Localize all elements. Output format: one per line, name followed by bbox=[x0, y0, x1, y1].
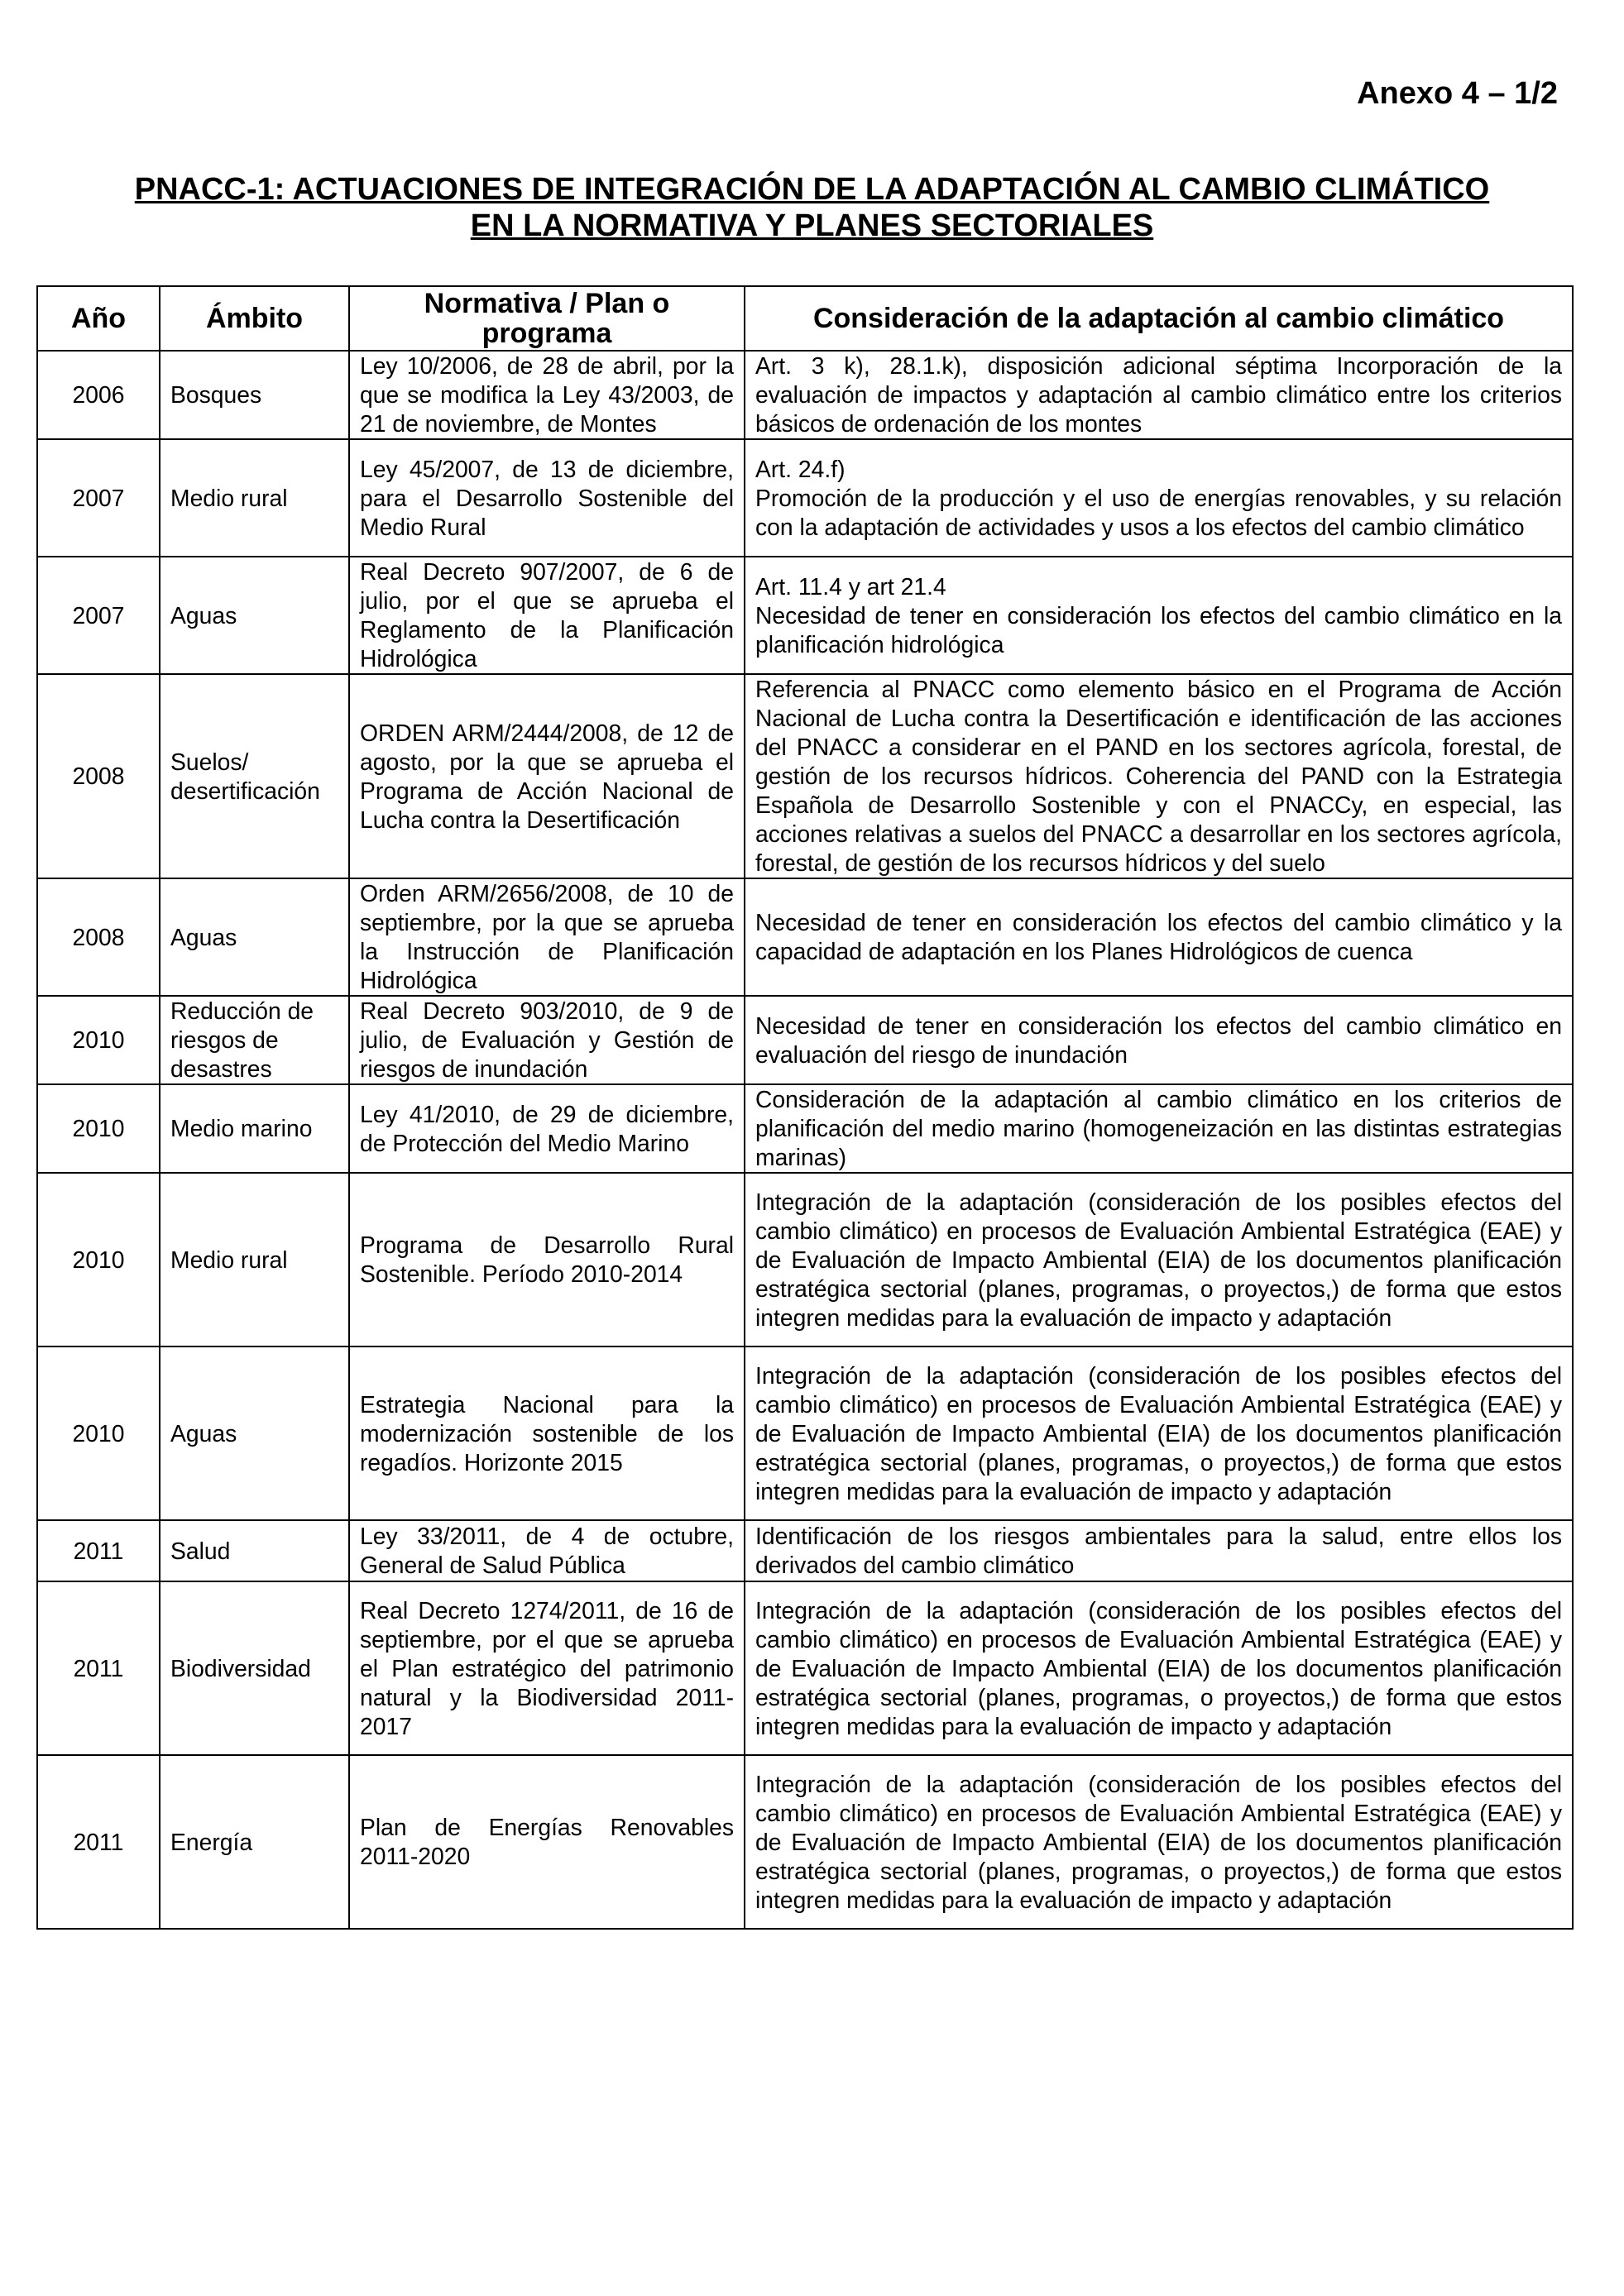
table-row bbox=[37, 557, 1573, 674]
year-cell: 2007 bbox=[37, 557, 160, 674]
consideration-cell: Consideración de la adaptación al cambio climático en los criterios de planificación del medio marino (homogeneización en las distintas estrategias marinas) bbox=[745, 1084, 1573, 1173]
norm-cell: Ley 33/2011, de 4 de octubre, General de Salud Pública bbox=[349, 1520, 745, 1581]
table-row bbox=[37, 1581, 1573, 1755]
table-row bbox=[37, 1520, 1573, 1581]
year-cell: 2008 bbox=[37, 878, 160, 996]
table-row bbox=[37, 1173, 1573, 1347]
area-cell: Medio rural bbox=[160, 439, 349, 557]
consideration-cell bbox=[745, 557, 1573, 674]
area-cell: Medio rural bbox=[160, 1173, 349, 1347]
consideration-cell: Necesidad de tener en consideración los efectos del cambio climático en evaluación del riesgo de inundación bbox=[745, 996, 1573, 1084]
norm-cell: Plan de Energías Renovables 2011-2020 bbox=[349, 1755, 745, 1929]
consideration-article: Art. 11.4 y art 21.4 bbox=[755, 572, 946, 600]
table-row bbox=[37, 878, 1573, 996]
column-header-area: Ámbito bbox=[160, 286, 349, 351]
norm-cell: Real Decreto 1274/2011, de 16 de septiembre, por el que se aprueba el Plan estratégico del patrimonio natural y la Biodiversidad 2011-2017 bbox=[349, 1581, 745, 1755]
norm-cell: Real Decreto 907/2007, de 6 de julio, por el que se aprueba el Reglamento de la Planificación Hidrológica bbox=[349, 557, 745, 674]
column-header-norm: Normativa / Plan o programa bbox=[349, 286, 745, 351]
area-cell: Aguas bbox=[160, 1347, 349, 1520]
column-header-consideration: Consideración de la adaptación al cambio climático bbox=[745, 286, 1573, 351]
consideration-text: Promoción de la producción y el uso de energías renovables, y su relación con la adaptación de actividades y usos a los efectos del cambio climático bbox=[755, 484, 1562, 540]
year-cell: 2006 bbox=[37, 351, 160, 439]
page-title bbox=[36, 171, 1588, 244]
consideration-text: Necesidad de tener en consideración los efectos del cambio climático en la planificación hidrológica bbox=[755, 601, 1562, 658]
area-cell: Medio marino bbox=[160, 1084, 349, 1173]
consideration-cell bbox=[745, 439, 1573, 557]
norm-cell: Programa de Desarrollo Rural Sostenible. Período 2010-2014 bbox=[349, 1173, 745, 1347]
consideration-cell: Art. 3 k), 28.1.k), disposición adicional séptima Incorporación de la evaluación de impactos y adaptación al cambio climático entre los criterios básicos de ordenación de los montes bbox=[745, 351, 1573, 439]
area-cell: Energía bbox=[160, 1755, 349, 1929]
consideration-cell: Identificación de los riesgos ambientales para la salud, entre ellos los derivados del cambio climático bbox=[745, 1520, 1573, 1581]
norm-cell: ORDEN ARM/2444/2008, de 12 de agosto, por la que se aprueba el Programa de Acción Nacional de Lucha contra la Desertificación bbox=[349, 674, 745, 878]
column-header-year: Año bbox=[37, 286, 160, 351]
table-row bbox=[37, 1755, 1573, 1929]
table-row bbox=[37, 674, 1573, 878]
table-row bbox=[37, 1084, 1573, 1173]
consideration-cell: Necesidad de tener en consideración los efectos del cambio climático y la capacidad de adaptación en los Planes Hidrológicos de cuenca bbox=[745, 878, 1573, 996]
area-cell: Aguas bbox=[160, 557, 349, 674]
year-cell: 2010 bbox=[37, 1347, 160, 1520]
area-cell: Aguas bbox=[160, 878, 349, 996]
area-cell: Bosques bbox=[160, 351, 349, 439]
table-row bbox=[37, 1347, 1573, 1520]
title-line-2: EN LA NORMATIVA Y PLANES SECTORIALES bbox=[470, 208, 1154, 243]
norm-cell: Ley 10/2006, de 28 de abril, por la que se modifica la Ley 43/2003, de 21 de noviembre, de Montes bbox=[349, 351, 745, 439]
area-cell: Salud bbox=[160, 1520, 349, 1581]
table-row bbox=[37, 996, 1573, 1084]
consideration-article: Art. 24.f) bbox=[755, 455, 846, 482]
area-cell: Suelos/ desertificación bbox=[160, 674, 349, 878]
norm-cell: Ley 41/2010, de 29 de diciembre, de Protección del Medio Marino bbox=[349, 1084, 745, 1173]
year-cell: 2007 bbox=[37, 439, 160, 557]
year-cell: 2011 bbox=[37, 1755, 160, 1929]
table-header-row bbox=[37, 286, 1573, 351]
area-cell: Biodiversidad bbox=[160, 1581, 349, 1755]
consideration-cell: Integración de la adaptación (consideración de los posibles efectos del cambio climático) en procesos de Evaluación Ambiental Estratégica (EAE) y de Evaluación de Impacto Ambiental (EIA) de los documentos planificación estratégica sectorial (planes, programas, o proyectos,) de forma que estos integren medidas para la evaluación de impacto y adaptación bbox=[745, 1347, 1573, 1520]
norm-cell: Orden ARM/2656/2008, de 10 de septiembre, por la que se aprueba la Instrucción de Planificación Hidrológica bbox=[349, 878, 745, 996]
consideration-cell: Integración de la adaptación (consideración de los posibles efectos del cambio climático) en procesos de Evaluación Ambiental Estratégica (EAE) y de Evaluación de Impacto Ambiental (EIA) de los documentos planificación estratégica sectorial (planes, programas, o proyectos,) de forma que estos integren medidas para la evaluación de impacto y adaptación bbox=[745, 1173, 1573, 1347]
norm-cell: Ley 45/2007, de 13 de diciembre, para el Desarrollo Sostenible del Medio Rural bbox=[349, 439, 745, 557]
area-cell: Reducción de riesgos de desastres bbox=[160, 996, 349, 1084]
year-cell: 2008 bbox=[37, 674, 160, 878]
year-cell: 2010 bbox=[37, 1084, 160, 1173]
year-cell: 2011 bbox=[37, 1581, 160, 1755]
title-line-1: PNACC-1: ACTUACIONES DE INTEGRACIÓN DE LA ADAPTACIÓN AL CAMBIO CLIMÁTICO bbox=[134, 172, 1490, 207]
table-row bbox=[37, 351, 1573, 439]
year-cell: 2010 bbox=[37, 1173, 160, 1347]
year-cell: 2010 bbox=[37, 996, 160, 1084]
year-cell: 2011 bbox=[37, 1520, 160, 1581]
norm-cell: Real Decreto 903/2010, de 9 de julio, de Evaluación y Gestión de riesgos de inundación bbox=[349, 996, 745, 1084]
table-row bbox=[37, 439, 1573, 557]
actions-table bbox=[36, 285, 1574, 1930]
annex-label: Anexo 4 – 1/2 bbox=[1357, 76, 1558, 111]
norm-cell: Estrategia Nacional para la modernización sostenible de los regadíos. Horizonte 2015 bbox=[349, 1347, 745, 1520]
consideration-cell: Integración de la adaptación (consideración de los posibles efectos del cambio climático) en procesos de Evaluación Ambiental Estratégica (EAE) y de Evaluación de Impacto Ambiental (EIA) de los documentos planificación estratégica sectorial (planes, programas, o proyectos,) de forma que estos integren medidas para la evaluación de impacto y adaptación bbox=[745, 1581, 1573, 1755]
consideration-cell: Referencia al PNACC como elemento básico en el Programa de Acción Nacional de Lucha contra la Desertificación e identificación de las acciones del PNACC a considerar en el PAND en los sectores agrícola, forestal, de gestión de los recursos hídricos. Coherencia del PAND con la Estrategia Española de Desarrollo Sostenible y con el PNACCy, en especial, las acciones relativas a suelos del PNACC a desarrollar en los sectores agrícola, forestal, de gestión de los recursos hídricos y del suelo bbox=[745, 674, 1573, 878]
consideration-cell: Integración de la adaptación (consideración de los posibles efectos del cambio climático) en procesos de Evaluación Ambiental Estratégica (EAE) y de Evaluación de Impacto Ambiental (EIA) de los documentos planificación estratégica sectorial (planes, programas, o proyectos,) de forma que estos integren medidas para la evaluación de impacto y adaptación bbox=[745, 1755, 1573, 1929]
